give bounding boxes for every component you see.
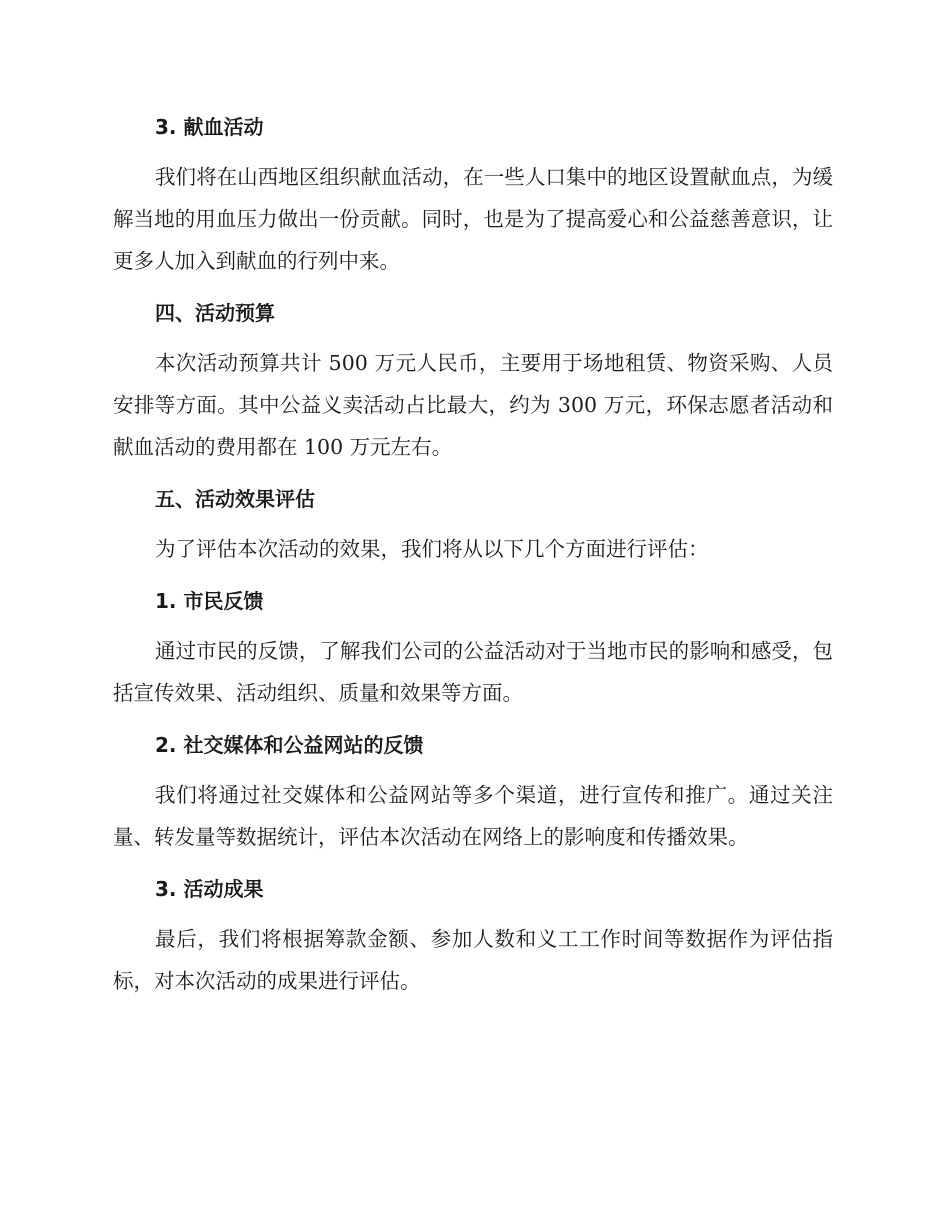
paragraph-blood-donation: 我们将在山西地区组织献血活动，在一些人口集中的地区设置献血点，为缓解当地的用血压力做出一份贡献。同时，也是为了提高爱心和公益慈善意识，让更多人加入到献血的行列中来。 (113, 165, 833, 273)
paragraph-budget: 本次活动预算共计 500 万元人民币，主要用于场地租赁、物资采购、人员安排等方面。其中公益义卖活动占比最大，约为 300 万元，环保志愿者活动和献血活动的费用都在 100 万元左右。 (113, 351, 833, 459)
section-heading-blood-donation: 3. 献血活动 (155, 115, 264, 139)
section-heading-budget: 四、活动预算 (155, 301, 275, 325)
section-heading-citizen-feedback: 1. 市民反馈 (155, 589, 264, 613)
section-heading-social-media: 2. 社交媒体和公益网站的反馈 (155, 733, 424, 757)
paragraph-citizen-feedback: 通过市民的反馈，了解我们公司的公益活动对于当地市民的影响和感受，包括宣传效果、活动组织、质量和效果等方面。 (113, 639, 833, 705)
paragraph-evaluation-intro: 为了评估本次活动的效果，我们将从以下几个方面进行评估： (155, 537, 709, 561)
paragraph-results: 最后，我们将根据筹款金额、参加人数和义工工作时间等数据作为评估指标，对本次活动的成果进行评估。 (113, 927, 833, 993)
section-heading-results: 3. 活动成果 (155, 877, 264, 901)
paragraph-social-media: 我们将通过社交媒体和公益网站等多个渠道，进行宣传和推广。通过关注量、转发量等数据统计，评估本次活动在网络上的影响度和传播效果。 (113, 783, 833, 849)
document-body (113, 108, 833, 1002)
section-heading-evaluation: 五、活动效果评估 (155, 487, 315, 511)
